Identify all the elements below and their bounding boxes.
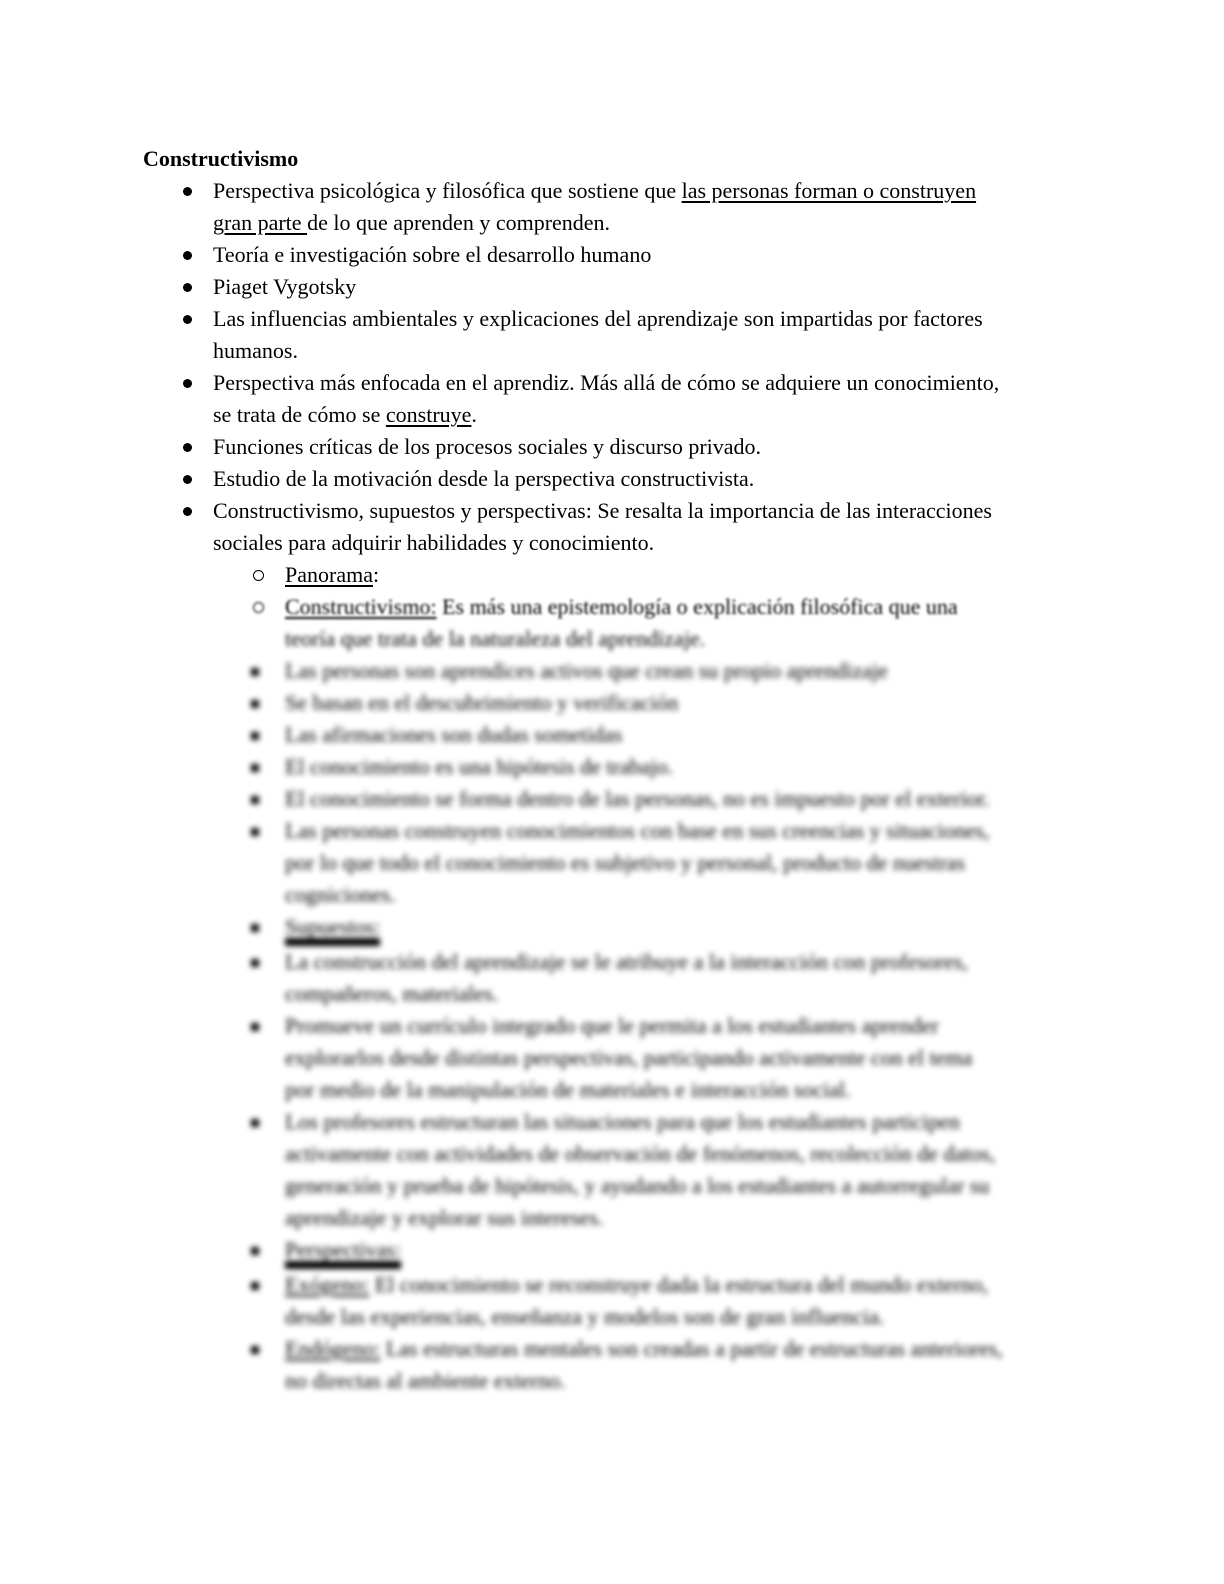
list-item [143, 687, 1080, 719]
text-run: explorarlos desde distintas perspectivas, participando activamente con el tema [285, 1045, 973, 1070]
text-run: humanos. [213, 338, 298, 363]
list-item-continuation [143, 1138, 1080, 1170]
text-run: se trata de cómo se [213, 402, 386, 427]
list-item-continuation [143, 1074, 1080, 1106]
text-run: : [372, 562, 380, 587]
bullet-disc-icon [183, 283, 192, 292]
bullet-square-icon [251, 828, 259, 836]
text-run: Promueve un currículo integrado que le permita a los estudiantes aprender [285, 1013, 939, 1038]
list-item-continuation [143, 1202, 1080, 1234]
list-item [143, 431, 1080, 463]
list-item [143, 815, 1080, 847]
text-run: activamente con actividades de observación de fenómenos, recolección de datos, [285, 1141, 996, 1166]
list-item [143, 719, 1080, 751]
list-item [143, 655, 1080, 687]
text-run: de lo que aprenden y comprenden. [307, 210, 611, 235]
text-run: Panorama [285, 562, 373, 587]
text-run: Constructivismo: [285, 594, 437, 619]
list-item [143, 1010, 1080, 1042]
bullet-square-icon [251, 1346, 259, 1354]
bullet-square-icon [251, 1119, 259, 1127]
document-title: Constructivismo [143, 146, 299, 171]
list-item [143, 367, 1080, 399]
text-run: cogniciones. [285, 882, 396, 907]
list-item-continuation [143, 879, 1080, 911]
bullet-square-icon [251, 924, 259, 932]
list-item-continuation [143, 335, 1080, 367]
list-item-continuation [143, 978, 1080, 1010]
text-run: aprendizaje y explorar sus intereses. [285, 1205, 604, 1230]
bullet-square-icon [251, 732, 259, 740]
bullet-square-icon [251, 668, 259, 676]
document-body [143, 175, 1080, 1397]
list-item [143, 1333, 1080, 1365]
bullet-circle-icon [253, 570, 264, 581]
text-run: compañeros, materiales. [285, 981, 499, 1006]
bullet-square-icon [251, 1247, 259, 1255]
text-run: Perspectiva psicológica y filosófica que sostiene que [213, 178, 682, 203]
bullet-square-icon [251, 700, 259, 708]
text-run: Perspectiva más enfocada en el aprendiz. Más allá de cómo se adquiere un conocimiento, [213, 370, 1000, 395]
bullet-disc-icon [183, 315, 192, 324]
text-run: El conocimiento se reconstruye dada la estructura del mundo externo, [369, 1272, 989, 1297]
list-item [143, 559, 1080, 591]
list-item [143, 175, 1080, 207]
bullet-disc-icon [183, 507, 192, 516]
text-run: construye [385, 402, 472, 427]
text-run: Las personas construyen conocimientos con base en sus creencias y situaciones, [285, 818, 990, 843]
bullet-circle-icon [253, 602, 264, 613]
text-run: por lo que todo el conocimiento es subjetivo y personal, producto de nuestras [285, 850, 966, 875]
text-run: gran parte [213, 210, 308, 235]
text-run: por medio de la manipulación de materiales e interacción social. [285, 1077, 851, 1102]
text-run: Teoría e investigación sobre el desarrollo humano [213, 242, 652, 267]
text-run: Exógeno: [285, 1272, 370, 1297]
text-run: La construcción del aprendizaje se le atribuye a la interacción con profesores, [285, 949, 968, 974]
bullet-disc-icon [183, 251, 192, 260]
list-item-continuation [143, 623, 1080, 655]
text-run: Las afirmaciones son dudas sometidas [285, 722, 623, 747]
text-run: . [471, 402, 477, 427]
list-item [143, 1234, 1080, 1269]
text-run: Supuestos: [285, 915, 380, 946]
bullet-disc-icon [183, 475, 192, 484]
text-run: El conocimiento es una hipótesis de trabajo. [285, 754, 673, 779]
list-item [143, 751, 1080, 783]
text-run: Se basan en el descubrimiento y verificación [285, 690, 679, 715]
bullet-square-icon [251, 1282, 259, 1290]
list-item [143, 946, 1080, 978]
list-item [143, 591, 1080, 623]
list-item-continuation [143, 1301, 1080, 1333]
list-item-continuation [143, 207, 1080, 239]
list-item-continuation [143, 847, 1080, 879]
bullet-square-icon [251, 959, 259, 967]
text-run: Funciones críticas de los procesos sociales y discurso privado. [213, 434, 762, 459]
text-run: Constructivismo, supuestos y perspectivas: Se resalta la importancia de las interacciones [213, 498, 992, 523]
list-item [143, 1269, 1080, 1301]
text-run: desde las experiencias, enseñanza y modelos son de gran influencia. [285, 1304, 885, 1329]
text-run: Endógeno: [285, 1336, 381, 1361]
text-run: Piaget Vygotsky [213, 274, 357, 299]
list-item [143, 495, 1080, 527]
list-item [143, 239, 1080, 271]
text-run: Las personas son aprendices activos que crean su propio aprendizaje [285, 658, 888, 683]
list-item [143, 463, 1080, 495]
list-item-continuation [143, 1365, 1080, 1397]
bullet-disc-icon [183, 187, 192, 196]
list-item-continuation [143, 527, 1080, 559]
text-run: no directas al ambiente externo. [285, 1368, 566, 1393]
bullet-square-icon [251, 1023, 259, 1031]
text-run: Los profesores estructuran las situaciones para que los estudiantes participen [285, 1109, 961, 1134]
text-run: Las influencias ambientales y explicaciones del aprendizaje son impartidas por factores [213, 306, 983, 331]
list-item-continuation [143, 1042, 1080, 1074]
list-item [143, 783, 1080, 815]
bullet-disc-icon [183, 379, 192, 388]
list-item [143, 1106, 1080, 1138]
text-run: teoría que trata de la naturaleza del aprendizaje. [285, 626, 706, 651]
text-run: Estudio de la motivación desde la perspectiva constructivista. [213, 466, 755, 491]
text-run: Perspectivas: [285, 1238, 401, 1269]
text-run: generación y prueba de hipótesis, y ayudando a los estudiantes a autorregular su [285, 1173, 990, 1198]
list-item-continuation [143, 399, 1080, 431]
bullet-disc-icon [183, 443, 192, 452]
text-run: Es más una epistemología o explicación filosófica que una [436, 594, 958, 619]
list-item [143, 303, 1080, 335]
text-run: El conocimiento se forma dentro de las personas, no es impuesto por el exterior. [285, 786, 990, 811]
list-item-continuation [143, 1170, 1080, 1202]
text-run: Las estructuras mentales son creadas a partir de estructuras anteriores, [380, 1336, 1003, 1361]
list-item [143, 271, 1080, 303]
text-run: sociales para adquirir habilidades y conocimiento. [213, 530, 655, 555]
bullet-square-icon [251, 796, 259, 804]
bullet-square-icon [251, 764, 259, 772]
text-run: las personas forman o construyen [681, 178, 977, 203]
list-item [143, 911, 1080, 946]
